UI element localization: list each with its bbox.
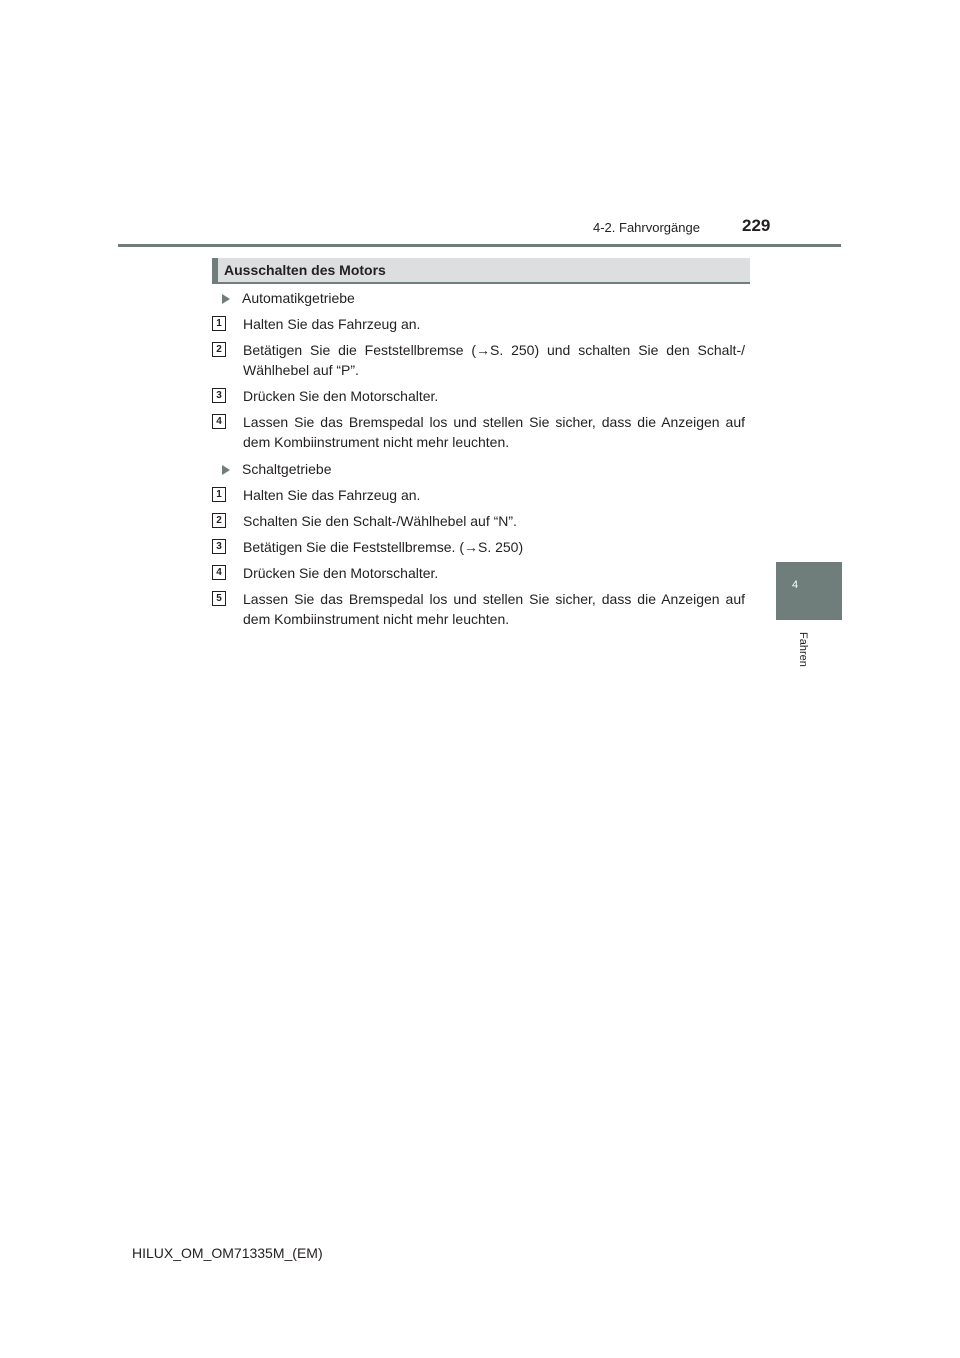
header-rule bbox=[118, 244, 841, 247]
triangle-bullet-icon bbox=[222, 465, 230, 475]
step-number: 4 bbox=[212, 565, 226, 580]
page-number: 229 bbox=[742, 216, 771, 235]
step-number: 1 bbox=[212, 487, 226, 502]
section-heading bbox=[212, 258, 750, 284]
chapter-number: 4 bbox=[792, 579, 799, 591]
header-section-title: 4-2. Fahrvorgänge bbox=[593, 220, 700, 235]
subheading-manual-label: Schaltgetriebe bbox=[242, 461, 332, 477]
step-text: Betätigen Sie die Feststellbremse (→S. 250) und schalten Sie den Schalt-/ Wählhebel auf “P”. bbox=[243, 342, 745, 378]
triangle-bullet-icon bbox=[222, 294, 230, 304]
step-text: Halten Sie das Fahrzeug an. bbox=[243, 487, 421, 503]
step-text: Drücken Sie den Motorschalter. bbox=[243, 565, 439, 581]
step-text: Betätigen Sie die Feststellbremse. (→S. 250) bbox=[243, 539, 524, 555]
footer-document-id: HILUX_OM_OM71335M_(EM) bbox=[132, 1245, 323, 1261]
step-text: Schalten Sie den Schalt-/Wählhebel auf “N”. bbox=[243, 513, 517, 529]
step-number: 3 bbox=[212, 539, 226, 554]
step-number: 3 bbox=[212, 388, 226, 403]
step-number: 5 bbox=[212, 591, 226, 606]
step-text: Halten Sie das Fahrzeug an. bbox=[243, 316, 421, 332]
section-heading-bar bbox=[212, 258, 218, 284]
chapter-label: Fahren bbox=[797, 632, 809, 667]
step-number: 2 bbox=[212, 342, 226, 357]
step-number: 2 bbox=[212, 513, 226, 528]
step-number: 1 bbox=[212, 316, 226, 331]
step-text: Lassen Sie das Bremspedal los und stellen Sie sicher, dass die Anzeigen auf dem Kombiinstrument nicht mehr leuchten. bbox=[243, 591, 745, 627]
step-number: 4 bbox=[212, 414, 226, 429]
section-title: Ausschalten des Motors bbox=[224, 262, 386, 278]
subheading-automatic-label: Automatikgetriebe bbox=[242, 290, 355, 306]
chapter-tab bbox=[776, 562, 842, 620]
step-text: Drücken Sie den Motorschalter. bbox=[243, 388, 439, 404]
step-text: Lassen Sie das Bremspedal los und stellen Sie sicher, dass die Anzeigen auf dem Kombiinstrument nicht mehr leuchten. bbox=[243, 414, 745, 450]
